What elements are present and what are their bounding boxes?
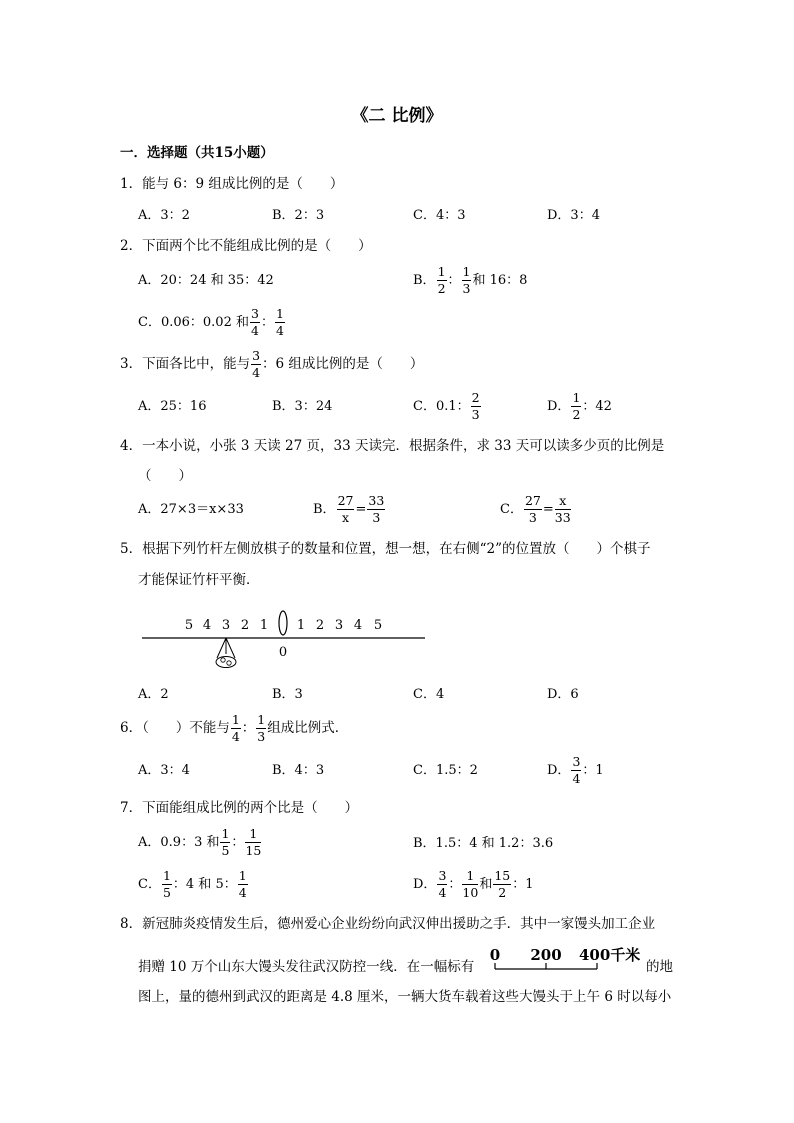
q7-option-a <box>138 828 262 857</box>
left-tick-1: 1 <box>259 618 269 633</box>
question-4-stem-line-1: 4．一本小说，小张 3 天读 27 页，33 天读完．根据条件，求 33 天可以读多少页的比例是 <box>120 438 665 454</box>
question-8-line-2-suffix: 的地 <box>646 959 673 975</box>
question-1-stem: 1．能与 6：9 组成比例的是（ ） <box>120 176 344 192</box>
map-scale-bar <box>485 942 645 976</box>
q6-stem-suffix: 组成比例式． <box>267 719 349 736</box>
q7-a-fraction-2 <box>245 828 261 857</box>
q7-d-colon: ： <box>448 877 462 892</box>
left-tick-3: 3 <box>221 618 231 633</box>
q2-b-prefix: B． <box>413 273 436 288</box>
numerator: 1 <box>238 868 247 883</box>
scale-label-0: 0 <box>489 946 501 964</box>
denominator: 4 <box>438 884 447 900</box>
zero-label: 0 <box>278 645 288 660</box>
q5-option-a: A．2 <box>138 687 169 702</box>
denominator: 5 <box>221 842 230 858</box>
q3-stem-fraction <box>251 350 261 379</box>
q6-d-fraction <box>571 756 581 785</box>
right-tick-5: 5 <box>373 618 383 633</box>
question-8-line-2-prefix: 捐赠 10 万个山东大馒头发往武汉防控一线．在一幅标有 <box>138 959 475 975</box>
chess-piece-icon <box>221 658 225 662</box>
q6-option-a: A．3：4 <box>138 763 190 778</box>
denominator: 4 <box>250 322 259 338</box>
q6-stem-fraction-1 <box>231 714 241 743</box>
question-8-line-3: 图上，量的德州到武汉的距离是 4.8 厘米，一辆大货车载着这些大馒头于上午 6 时以每小 <box>138 989 672 1005</box>
q1-option-b: B．2：3 <box>272 208 325 223</box>
q3-d-prefix: D． <box>547 399 571 414</box>
question-2-stem: 2．下面两个比不能组成比例的是（ ） <box>120 238 372 254</box>
q4-c-equals: = <box>542 502 554 517</box>
question-5-stem-line-1: 5．根据下列竹杆左侧放棋子的数量和位置，想一想，在右侧“2”的位置放（ ）个棋子 <box>120 541 651 557</box>
q7-c-prefix: C． <box>138 877 161 892</box>
q6-option-d <box>547 756 604 785</box>
q2-b-suffix: 和 16：8 <box>472 273 528 288</box>
right-tick-2: 2 <box>315 618 325 633</box>
q7-option-d <box>413 870 534 899</box>
numerator: 1 <box>275 306 284 321</box>
denominator: 4 <box>275 322 284 338</box>
numerator: x <box>555 495 571 510</box>
denominator: 4 <box>238 884 247 900</box>
q4-option-b <box>313 495 386 524</box>
q6-stem-prefix: 6．（ ）不能与 <box>120 719 230 736</box>
section-heading: 一．选择题（共15小题） <box>120 145 274 161</box>
question-5-stem-line-2: 才能保证竹杆平衡． <box>138 572 260 588</box>
q7-d-suffix: ：1 <box>512 877 534 892</box>
numerator: 1 <box>462 264 471 279</box>
q2-b-fraction-2 <box>462 266 472 295</box>
right-tick-4: 4 <box>353 618 363 633</box>
q2-c-fraction-2 <box>275 308 285 337</box>
hanging-string <box>217 638 226 658</box>
numerator: 3 <box>252 348 261 363</box>
q3-option-c <box>413 392 482 421</box>
q4-b-fraction-2 <box>367 495 385 524</box>
q7-c-middle: ：4 和 5： <box>172 877 237 892</box>
q7-a-fraction-1 <box>220 828 230 857</box>
q7-c-fraction-1 <box>162 870 172 899</box>
q3-option-d <box>547 392 612 421</box>
denominator: 3 <box>471 406 480 422</box>
numerator: 33 <box>368 493 385 508</box>
q2-c-fraction-1 <box>250 308 260 337</box>
denominator: 33 <box>554 509 571 525</box>
q3-stem-suffix: ：6 组成比例的是（ ） <box>262 355 424 372</box>
q3-c-fraction <box>471 392 481 421</box>
page-title: 《二 比例》 <box>351 106 443 126</box>
q2-option-b <box>413 266 527 295</box>
numerator: 27 <box>524 493 541 508</box>
question-4-stem-line-2: （ ） <box>138 468 192 484</box>
denominator: 3 <box>257 728 266 744</box>
q7-d-fraction-1 <box>437 870 447 899</box>
denominator: 4 <box>231 728 240 744</box>
numerator: 1 <box>257 712 266 727</box>
q6-stem-colon: ： <box>241 719 256 736</box>
numerator: 3 <box>250 306 259 321</box>
q2-option-a: A．20：24 和 35：42 <box>138 273 274 288</box>
q4-c-fraction-1 <box>524 495 542 524</box>
q3-stem-prefix: 3．下面各比中，能与 <box>120 355 251 372</box>
numerator: 1 <box>162 868 171 883</box>
q7-d-prefix: D． <box>413 877 437 892</box>
denominator: 3 <box>372 509 381 525</box>
q2-b-fraction-1 <box>437 266 447 295</box>
denominator: 4 <box>572 770 581 786</box>
q7-c-fraction-2 <box>238 870 248 899</box>
q2-option-c <box>138 308 286 337</box>
q4-option-c <box>500 495 572 524</box>
q3-d-fraction <box>571 392 581 421</box>
q7-a-prefix: A．0.9：3 和 <box>138 835 220 850</box>
q4-b-equals: = <box>355 502 367 517</box>
q2-c-colon: ： <box>260 315 274 330</box>
q4-b-fraction-1 <box>337 495 355 524</box>
right-tick-3: 3 <box>334 618 344 633</box>
q4-b-prefix: B． <box>313 502 336 517</box>
q6-option-c: C．1.5：2 <box>413 763 478 778</box>
denominator: x <box>341 509 350 525</box>
q3-option-b: B．3：24 <box>272 399 333 414</box>
numerator: 1 <box>462 870 478 885</box>
q7-d-and: 和 <box>479 877 493 892</box>
q6-stem-fraction-2 <box>256 714 266 743</box>
question-3-stem <box>120 350 423 379</box>
denominator: 2 <box>498 884 507 900</box>
denominator: 15 <box>245 842 262 858</box>
numerator: 1 <box>572 390 581 405</box>
q7-d-fraction-2 <box>462 870 478 899</box>
denominator: 5 <box>162 884 171 900</box>
denominator: 4 <box>252 364 261 380</box>
numerator: 15 <box>494 868 511 883</box>
q6-option-b: B．4：3 <box>272 763 325 778</box>
denominator: 2 <box>572 406 581 422</box>
q6-d-suffix: ：1 <box>582 763 604 778</box>
numerator: 1 <box>437 264 446 279</box>
q7-d-fraction-3 <box>493 870 511 899</box>
scale-label-400km: 400千米 <box>579 946 641 964</box>
question-6-stem <box>120 714 348 743</box>
q7-option-c <box>138 870 249 899</box>
q4-c-fraction-2 <box>555 495 571 524</box>
scale-label-200: 200 <box>530 946 562 964</box>
numerator: 3 <box>438 868 447 883</box>
numerator: 1 <box>245 828 261 843</box>
numerator: 27 <box>337 493 354 508</box>
q5-option-d: D．6 <box>547 687 579 702</box>
left-tick-4: 4 <box>202 618 212 633</box>
q1-option-c: C．4：3 <box>413 208 466 223</box>
q7-option-b: B．1.5：4 和 1.2：3.6 <box>413 836 554 851</box>
q4-option-a: A．27×3＝x×33 <box>138 502 244 517</box>
denominator: 2 <box>437 280 446 296</box>
numerator: 1 <box>221 826 230 841</box>
question-8-line-1: 8．新冠肺炎疫情发生后，德州爱心企业纷纷向武汉伸出援助之手．其中一家馒头加工企业 <box>120 916 656 932</box>
q4-c-prefix: C． <box>500 502 523 517</box>
hanging-string <box>226 638 235 658</box>
left-tick-2: 2 <box>240 618 250 633</box>
q3-c-prefix: C．0.1： <box>413 399 470 414</box>
numerator: 1 <box>231 712 240 727</box>
q5-option-b: B．3 <box>272 687 303 702</box>
q7-a-colon: ： <box>231 835 245 850</box>
left-tick-5: 5 <box>184 618 194 633</box>
balance-pole-diagram <box>138 605 433 675</box>
q3-option-a: A．25：16 <box>138 399 207 414</box>
numerator: 3 <box>572 754 581 769</box>
weight-bag-icon <box>216 657 236 668</box>
chess-piece-icon <box>227 661 231 665</box>
q2-b-colon: ： <box>447 273 461 288</box>
right-tick-1: 1 <box>296 618 306 633</box>
denominator: 3 <box>528 509 537 525</box>
denominator: 3 <box>462 280 471 296</box>
denominator: 10 <box>462 884 479 900</box>
q2-c-prefix: C．0.06：0.02 和 <box>138 315 249 330</box>
q1-option-a: A．3：2 <box>138 208 190 223</box>
question-7-stem: 7．下面能组成比例的两个比是（ ） <box>120 800 359 816</box>
q1-option-d: D．3：4 <box>547 208 600 223</box>
q3-d-suffix: ：42 <box>582 399 612 414</box>
fulcrum-icon <box>279 611 287 635</box>
q5-option-c: C．4 <box>413 687 445 702</box>
numerator: 2 <box>471 390 480 405</box>
q6-d-prefix: D． <box>547 763 571 778</box>
